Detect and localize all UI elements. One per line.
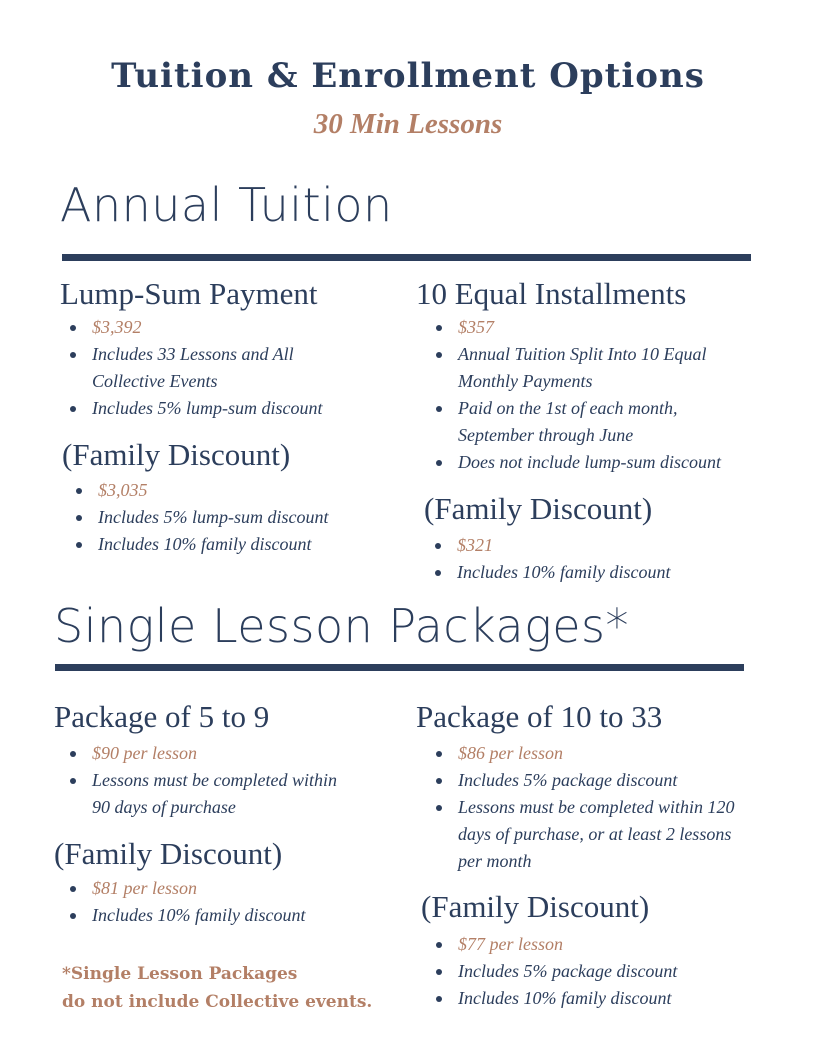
- list-item: $90 per lesson: [68, 740, 408, 767]
- package-10-33-list: [434, 740, 804, 875]
- list-item: Includes 10% family discount: [433, 559, 763, 586]
- footnote-line: do not include Collective events.: [62, 992, 373, 1012]
- package-10-33-family-list: [434, 931, 764, 1012]
- list-item: $77 per lesson: [434, 931, 764, 958]
- page-subtitle: 30 Min Lessons: [313, 108, 503, 140]
- installments-family-title: (Family Discount): [424, 491, 653, 526]
- package-5-9-list: [68, 740, 408, 821]
- list-item: $3,392: [68, 314, 398, 341]
- list-item: Includes 5% package discount: [434, 767, 804, 794]
- single-divider: [55, 664, 744, 671]
- footnote: [62, 960, 372, 1016]
- installments-list: [434, 314, 794, 476]
- lump-sum-family-title: (Family Discount): [62, 437, 291, 472]
- list-item: Paid on the 1st of each month, September through June: [434, 395, 794, 449]
- list-item: Lessons must be completed within 90 days of purchase: [68, 767, 408, 821]
- package-5-9-title: Package of 5 to 9: [54, 699, 270, 734]
- package-10-33-title: Package of 10 to 33: [416, 699, 663, 734]
- list-item: Includes 10% family discount: [68, 902, 398, 929]
- list-item: $357: [434, 314, 794, 341]
- annual-tuition-heading: Annual Tuition: [60, 178, 393, 232]
- list-item: $321: [433, 532, 763, 559]
- annual-divider: [62, 254, 751, 261]
- lump-sum-family-list: [74, 477, 404, 558]
- package-5-9-family-list: [68, 875, 398, 929]
- list-item: $86 per lesson: [434, 740, 804, 767]
- list-item: Includes 5% lump-sum discount: [68, 395, 398, 422]
- list-item: Annual Tuition Split Into 10 Equal Monthly Payments: [434, 341, 794, 395]
- list-item: Includes 10% family discount: [434, 985, 764, 1012]
- list-item: Includes 33 Lessons and All Collective Events: [68, 341, 398, 395]
- list-item: $81 per lesson: [68, 875, 398, 902]
- list-item: Lessons must be completed within 120 days of purchase, or at least 2 lessons per month: [434, 794, 804, 875]
- list-item: Includes 10% family discount: [74, 531, 404, 558]
- footnote-line: *Single Lesson Packages: [62, 964, 298, 984]
- installments-family-list: [433, 532, 763, 586]
- package-10-33-family-title: (Family Discount): [421, 889, 650, 924]
- installments-title: 10 Equal Installments: [416, 276, 687, 311]
- list-item: Includes 5% lump-sum discount: [74, 504, 404, 531]
- list-item: Includes 5% package discount: [434, 958, 764, 985]
- list-item: $3,035: [74, 477, 404, 504]
- single-lesson-heading: Single Lesson Packages*: [54, 599, 629, 653]
- lump-sum-list: [68, 314, 398, 422]
- list-item: Does not include lump-sum discount: [434, 449, 794, 476]
- lump-sum-title: Lump-Sum Payment: [60, 276, 318, 311]
- package-5-9-family-title: (Family Discount): [54, 836, 283, 871]
- page-title: Tuition & Enrollment Options: [111, 56, 705, 96]
